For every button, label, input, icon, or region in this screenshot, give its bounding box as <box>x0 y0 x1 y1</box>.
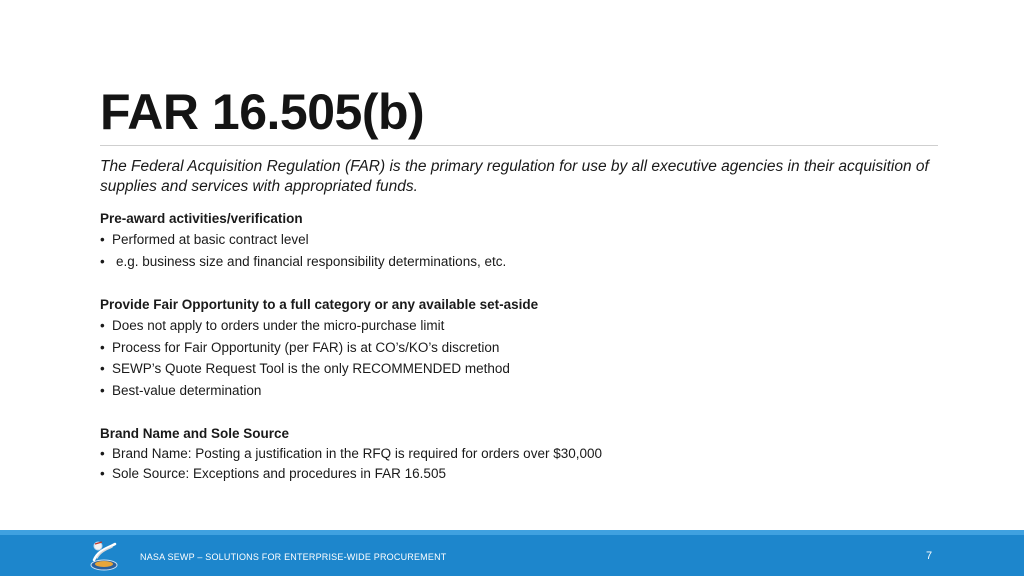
nasa-sewp-logo-icon <box>88 538 120 572</box>
list-item <box>100 380 940 402</box>
bullet-icon: • <box>100 446 105 461</box>
section-brand-name-sole-source <box>100 424 940 484</box>
list-item <box>100 464 940 484</box>
section-heading: Pre-award activities/verification <box>100 211 303 226</box>
bullet-icon: • <box>100 339 105 355</box>
bullet-list <box>100 444 940 484</box>
list-item <box>100 358 940 380</box>
section-pre-award <box>100 209 940 272</box>
bullet-list <box>100 229 940 272</box>
footer-accent-line <box>0 530 1024 535</box>
slide-title: FAR 16.505(b) <box>100 84 425 140</box>
bullet-text: Process for Fair Opportunity (per FAR) is at CO’s/KO’s discretion <box>112 339 500 355</box>
section-heading: Provide Fair Opportunity to a full category or any available set-aside <box>100 297 539 312</box>
page-number: 7 <box>926 550 933 562</box>
bullet-list <box>100 315 940 401</box>
title-divider <box>100 145 938 146</box>
bullet-icon: • <box>100 253 105 269</box>
bullet-text: Brand Name: Posting a justification in the RFQ is required for orders over $30,000 <box>112 446 602 461</box>
slide-subtitle: The Federal Acquisition Regulation (FAR) is the primary regulation for use by all executive agencies in their acquisition of supplies and services with appropriated funds. <box>100 158 929 195</box>
list-item <box>100 315 940 337</box>
bullet-text: e.g. business size and financial responsibility determinations, etc. <box>116 253 507 269</box>
list-item <box>100 251 940 273</box>
bullet-text: Performed at basic contract level <box>112 232 309 247</box>
bullet-icon: • <box>100 361 105 376</box>
bullet-icon: • <box>100 232 105 247</box>
bullet-text: Does not apply to orders under the micro-purchase limit <box>112 318 445 333</box>
footer-title: NASA SEWP – SOLUTIONS FOR ENTERPRISE-WIDE PROCUREMENT <box>140 552 447 562</box>
section-fair-opportunity <box>100 295 940 401</box>
bullet-text: Sole Source: Exceptions and procedures in FAR 16.505 <box>112 466 446 481</box>
bullet-icon: • <box>100 466 105 481</box>
list-item <box>100 444 940 464</box>
list-item <box>100 337 940 359</box>
section-heading: Brand Name and Sole Source <box>100 426 290 441</box>
list-item <box>100 229 940 251</box>
bullet-icon: • <box>100 318 105 333</box>
bullet-text: Best-value determination <box>112 382 262 398</box>
bullet-icon: • <box>100 382 105 398</box>
bullet-text: SEWP’s Quote Request Tool is the only RECOMMENDED method <box>112 361 510 376</box>
